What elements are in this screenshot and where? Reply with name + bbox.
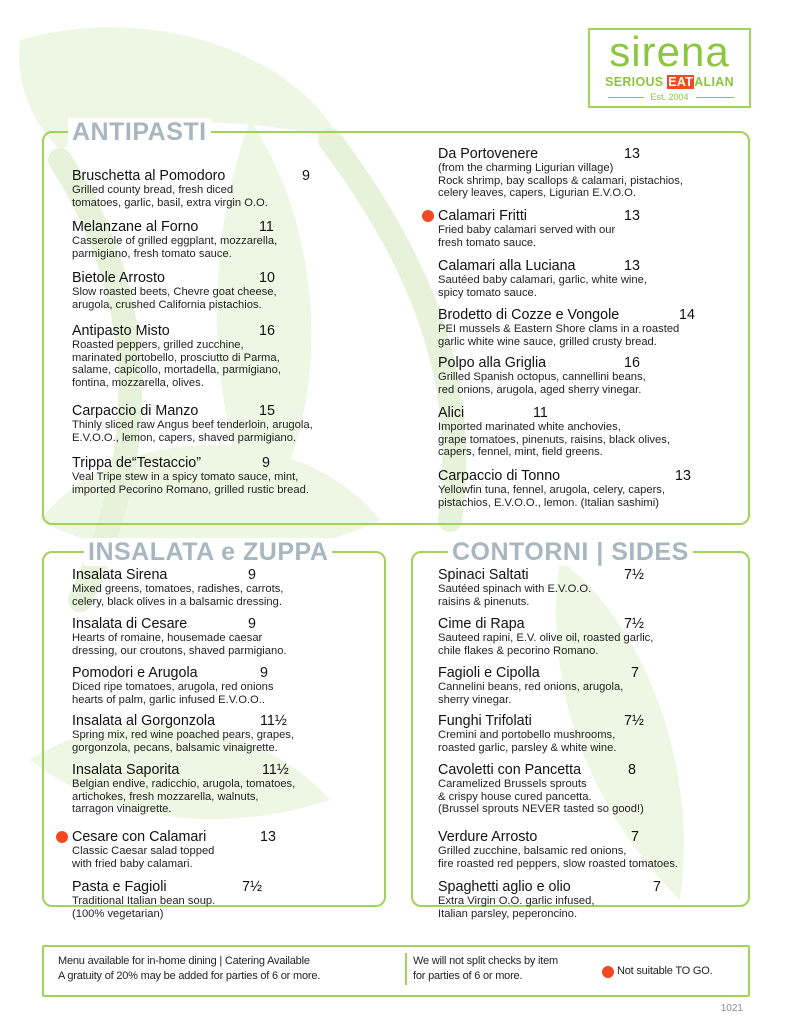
menu-item: [438, 879, 738, 920]
contorni-section-title: CONTORNI | SIDES: [448, 538, 693, 566]
menu-item-description: Diced ripe tomatoes, arugola, red onions: [72, 681, 274, 693]
logo-tagline-start: SERIOUS: [605, 75, 668, 89]
menu-item-name: Insalata al Gorgonzola: [72, 713, 216, 729]
footer-dining-note: Menu available for in-home dining | Catering Available: [58, 955, 310, 967]
menu-item-price: 14: [679, 307, 695, 323]
menu-item-price: 16: [624, 355, 640, 371]
menu-item: [438, 829, 738, 870]
menu-item: [438, 616, 738, 657]
not-to-go-dot-icon: [56, 831, 68, 843]
menu-item-description: hearts of palm, garlic infused E.V.O.O..: [72, 693, 265, 706]
footer-divider: [405, 953, 407, 985]
footer-left-notes: [58, 954, 320, 984]
menu-item-description: Caramelized Brussels sprouts: [438, 778, 587, 790]
logo-tagline-highlight: EAT: [668, 75, 694, 89]
menu-item-price: 10: [259, 270, 275, 286]
menu-item-description: Extra Virgin O.O. garlic infused,: [438, 895, 595, 907]
menu-item-description: imported Pecorino Romano, grilled rustic bread.: [72, 483, 309, 496]
menu-item-header: [72, 168, 412, 184]
menu-item: [72, 567, 377, 608]
menu-item-price: 13: [624, 146, 640, 162]
menu-item-header: [72, 219, 412, 235]
antipasti-section-title: ANTIPASTI: [68, 118, 211, 146]
menu-item-header: [438, 258, 738, 274]
menu-item-description: Imported marinated white anchovies,: [438, 421, 621, 433]
menu-item-name: Cesare con Calamari: [72, 829, 207, 845]
menu-item-description: arugola, crushed California pistachios.: [72, 298, 262, 311]
menu-item-description: Cannelini beans, red onions, arugola,: [438, 681, 624, 693]
menu-item-description: E.V.O.O., lemon, capers, shaved parmigiano.: [72, 431, 297, 444]
menu-item-description: Cremini and portobello mushrooms,: [438, 729, 616, 741]
menu-item-description: garlic white wine sauce, grilled crusty bread.: [438, 335, 657, 348]
footer-gratuity-note: A gratuity of 20% may be added for parties of 6 or more.: [58, 970, 321, 982]
menu-item-price: 7½: [624, 616, 644, 632]
menu-item-price: 7: [631, 665, 639, 681]
menu-item-name: Melanzane al Forno: [72, 219, 199, 235]
menu-item-description: roasted garlic, parsley & white wine.: [438, 741, 617, 754]
menu-item-header: [72, 616, 377, 632]
menu-item: [72, 219, 412, 260]
menu-item-header: [438, 307, 738, 323]
menu-item-description: (Brussel sprouts NEVER tasted so good!): [438, 803, 644, 816]
menu-item-description: celery leaves, capers, Ligurian E.V.O.O.: [438, 187, 636, 200]
restaurant-logo: [588, 28, 751, 108]
page-number: 1021: [720, 1003, 743, 1014]
menu-item: [72, 762, 377, 816]
menu-item-description: Yellowfin tuna, fennel, arugola, celery, capers,: [438, 484, 665, 496]
menu-item-description: marinated portobello, prosciutto di Parma,: [72, 351, 280, 364]
menu-item-name: Antipasto Misto: [72, 323, 170, 339]
menu-item-price: 11½: [260, 713, 287, 729]
menu-item-price: 13: [260, 829, 276, 845]
menu-item-header: [438, 829, 738, 845]
menu-item-name: Bietole Arrosto: [72, 270, 165, 286]
antipasti-title-dash: [52, 131, 64, 133]
menu-item: [438, 665, 738, 706]
menu-item-description: Sauteed rapini, E.V. olive oil, roasted garlic,: [438, 632, 654, 644]
menu-item-description: Fried baby calamari served with our: [438, 224, 616, 236]
menu-item-price: 11: [533, 405, 548, 421]
menu-item-header: [438, 355, 738, 371]
logo-wordmark: sirena: [609, 28, 730, 75]
menu-item-name: Brodetto di Cozze e Vongole: [438, 307, 620, 323]
menu-item-name: Da Portovenere: [438, 146, 539, 162]
menu-item-description: (100% vegetarian): [72, 907, 164, 920]
menu-item: [438, 713, 738, 754]
menu-item-header: [438, 146, 738, 162]
menu-item-description: tomatoes, garlic, basil, extra virgin O.O.: [72, 196, 268, 209]
menu-item-price: 7½: [624, 567, 644, 583]
menu-item-header: [72, 455, 412, 471]
menu-item-name: Insalata di Cesare: [72, 616, 188, 632]
menu-item-header: [72, 323, 412, 339]
logo-tagline-end: ALIAN: [694, 75, 734, 89]
menu-item-description: raisins & pinenuts.: [438, 595, 530, 608]
menu-item-header: [72, 762, 377, 778]
menu-item-description: Roasted peppers, grilled zucchine,: [72, 339, 244, 351]
logo-established: Est. 2004: [650, 92, 689, 102]
footer-parties-note: for parties of 6 or more.: [413, 970, 523, 982]
menu-item-price: 15: [259, 403, 275, 419]
menu-item-name: Insalata Sirena: [72, 567, 168, 583]
menu-item-description: artichokes, fresh mozzarella, walnuts,: [72, 790, 259, 803]
menu-item-header: [438, 762, 738, 778]
menu-item-price: 7½: [242, 879, 262, 895]
menu-item-name: Calamari Fritti: [438, 208, 527, 224]
menu-item-header: [72, 403, 412, 419]
menu-item-price: 7: [631, 829, 639, 845]
menu-item: [438, 355, 738, 396]
menu-item: [72, 270, 412, 311]
menu-item: [438, 468, 738, 509]
menu-item-name: Verdure Arrosto: [438, 829, 538, 845]
menu-item-description: Sautéed baby calamari, garlic, white wine,: [438, 274, 647, 286]
menu-item-header: [72, 270, 412, 286]
menu-item-description: Traditional Italian bean soup.: [72, 895, 216, 907]
menu-item-description: pistachios, E.V.O.O., lemon. (Italian sashimi): [438, 496, 659, 509]
menu-item-price: 11: [259, 219, 274, 235]
menu-item-name: Calamari alla Luciana: [438, 258, 576, 274]
menu-item-price: 13: [624, 208, 640, 224]
menu-item-description: red onions, arugola, aged sherry vinegar.: [438, 383, 642, 396]
menu-item: [72, 713, 377, 754]
insalata-title-dash: [56, 551, 80, 553]
menu-item: [72, 403, 412, 444]
menu-item: [438, 208, 738, 249]
menu-item-description: sherry vinegar.: [438, 693, 512, 706]
menu-item-description: capers, fennel, mint, field greens.: [438, 446, 603, 459]
menu-item-header: [72, 879, 377, 895]
menu-item-description: Sautéed spinach with E.V.O.O.: [438, 583, 592, 595]
logo-rule-right: [696, 97, 734, 98]
menu-item-price: 7: [653, 879, 661, 895]
menu-item: [438, 258, 738, 299]
footer-legend-text: Not suitable TO GO.: [617, 965, 713, 977]
menu-item-description: dressing, our croutons, shaved parmigiano.: [72, 644, 287, 657]
menu-item-header: [72, 567, 377, 583]
menu-item-name: Carpaccio di Tonno: [438, 468, 561, 484]
menu-item: [438, 405, 738, 459]
menu-item-name: Funghi Trifolati: [438, 713, 532, 729]
menu-item-description: & crispy house cured pancetta.: [438, 790, 592, 803]
menu-item-price: 13: [675, 468, 691, 484]
menu-item-description: Rock shrimp, bay scallops & calamari, pistachios,: [438, 174, 683, 187]
menu-item: [72, 455, 412, 496]
menu-item-header: [438, 405, 738, 421]
menu-item-description: Thinly sliced raw Angus beef tenderloin, arugola,: [72, 419, 313, 431]
not-to-go-dot-icon: [422, 210, 434, 222]
menu-item-price: 16: [259, 323, 275, 339]
menu-item: [438, 567, 738, 608]
menu-item-name: Bruschetta al Pomodoro: [72, 168, 226, 184]
menu-item-description: Spring mix, red wine poached pears, grapes,: [72, 729, 295, 741]
menu-item-name: Pomodori e Arugola: [72, 665, 198, 681]
menu-item: [72, 829, 377, 870]
menu-item-name: Pasta e Fagioli: [72, 879, 167, 895]
menu-item-description: Casserole of grilled eggplant, mozzarella,: [72, 235, 278, 247]
menu-item-header: [72, 713, 377, 729]
contorni-title-dash: [424, 551, 446, 553]
menu-item-name: Spaghetti aglio e olio: [438, 879, 571, 895]
menu-item: [72, 616, 377, 657]
menu-item-price: 9: [302, 168, 310, 184]
menu-item-name: Spinaci Saltati: [438, 567, 529, 583]
menu-item-name: Polpo alla Griglia: [438, 355, 547, 371]
logo-tagline: [590, 75, 749, 89]
menu-item-description: salame, capicollo, mortadella, parmigiano,: [72, 364, 281, 377]
menu-item-description: fontina, mozzarella, olives.: [72, 376, 204, 389]
menu-item-price: 7½: [624, 713, 644, 729]
menu-item-price: 9: [262, 455, 270, 471]
footer-checks-note: We will not split checks by item: [413, 955, 559, 967]
menu-item-name: Carpaccio di Manzo: [72, 403, 199, 419]
menu-item-name: Fagioli e Cipolla: [438, 665, 540, 681]
menu-item-description: tarragon vinaigrette.: [72, 803, 172, 816]
menu-item-name: Alici: [438, 405, 465, 421]
menu-item-header: [438, 879, 738, 895]
menu-item-description: Veal Tripe stew in a spicy tomato sauce, mint,: [72, 471, 299, 483]
menu-item-price: 8: [628, 762, 636, 778]
menu-item-description: Mixed greens, tomatoes, radishes, carrots,: [72, 583, 284, 595]
menu-item-description: Italian parsley, peperoncino.: [438, 907, 578, 920]
menu-item-name: Cavoletti con Pancetta: [438, 762, 582, 778]
menu-item-header: [438, 468, 738, 484]
menu-item-name: Cime di Rapa: [438, 616, 525, 632]
menu-item-description: celery, black olives in a balsamic dressing.: [72, 595, 282, 608]
menu-item-price: 11½: [262, 762, 289, 778]
menu-item-price: 9: [248, 567, 256, 583]
menu-item-description: Grilled Spanish octopus, cannellini beans,: [438, 371, 646, 383]
menu-item: [72, 665, 377, 706]
menu-item: [438, 762, 738, 816]
menu-item-header: [438, 567, 738, 583]
menu-item-name: Insalata Saporita: [72, 762, 180, 778]
menu-item-description: fresh tomato sauce.: [438, 236, 537, 249]
menu-item-header: [72, 665, 377, 681]
menu-item-description: PEI mussels & Eastern Shore clams in a roasted: [438, 323, 680, 335]
menu-item-description: fire roasted red peppers, slow roasted tomatoes.: [438, 857, 679, 870]
menu-item-description: gorgonzola, pecans, balsamic vinaigrette.: [72, 741, 278, 754]
menu-item: [72, 168, 412, 209]
menu-item-header: [438, 616, 738, 632]
menu-item-description: Grilled zucchine, balsamic red onions,: [438, 845, 627, 857]
menu-item-header: [438, 665, 738, 681]
menu-item: [438, 307, 738, 348]
menu-item-price: 9: [260, 665, 268, 681]
insalata-section-title: INSALATA e ZUPPA: [84, 538, 332, 566]
menu-item: [438, 146, 738, 200]
menu-item-description: Slow roasted beets, Chevre goat cheese,: [72, 286, 277, 298]
menu-item-description: Classic Caesar salad topped: [72, 845, 215, 857]
footer-middle-notes: [413, 954, 558, 984]
menu-item-description: Belgian endive, radicchio, arugola, tomatoes,: [72, 778, 296, 790]
menu-item-description: Grilled county bread, fresh diced: [72, 184, 234, 196]
menu-item-header: [72, 829, 377, 845]
menu-item-description: spicy tomato sauce.: [438, 286, 537, 299]
menu-item-description: chile flakes & pecorino Romano.: [438, 644, 599, 657]
menu-item-description: with fried baby calamari.: [72, 857, 193, 870]
menu-item: [72, 879, 377, 920]
legend-red-dot-icon: [602, 966, 614, 978]
menu-item-description: parmigiano, fresh tomato sauce.: [72, 247, 232, 260]
menu-item-description: Hearts of romaine, housemade caesar: [72, 632, 263, 644]
menu-item-price: 13: [624, 258, 640, 274]
menu-item: [72, 323, 412, 389]
menu-item-description: (from the charming Ligurian village): [438, 162, 614, 174]
menu-item-price: 9: [248, 616, 256, 632]
menu-item-header: [438, 713, 738, 729]
menu-item-header: [438, 208, 738, 224]
menu-item-description: grape tomatoes, pinenuts, raisins, black olives,: [438, 433, 670, 446]
menu-item-name: Trippa de“Testaccio”: [72, 455, 201, 471]
